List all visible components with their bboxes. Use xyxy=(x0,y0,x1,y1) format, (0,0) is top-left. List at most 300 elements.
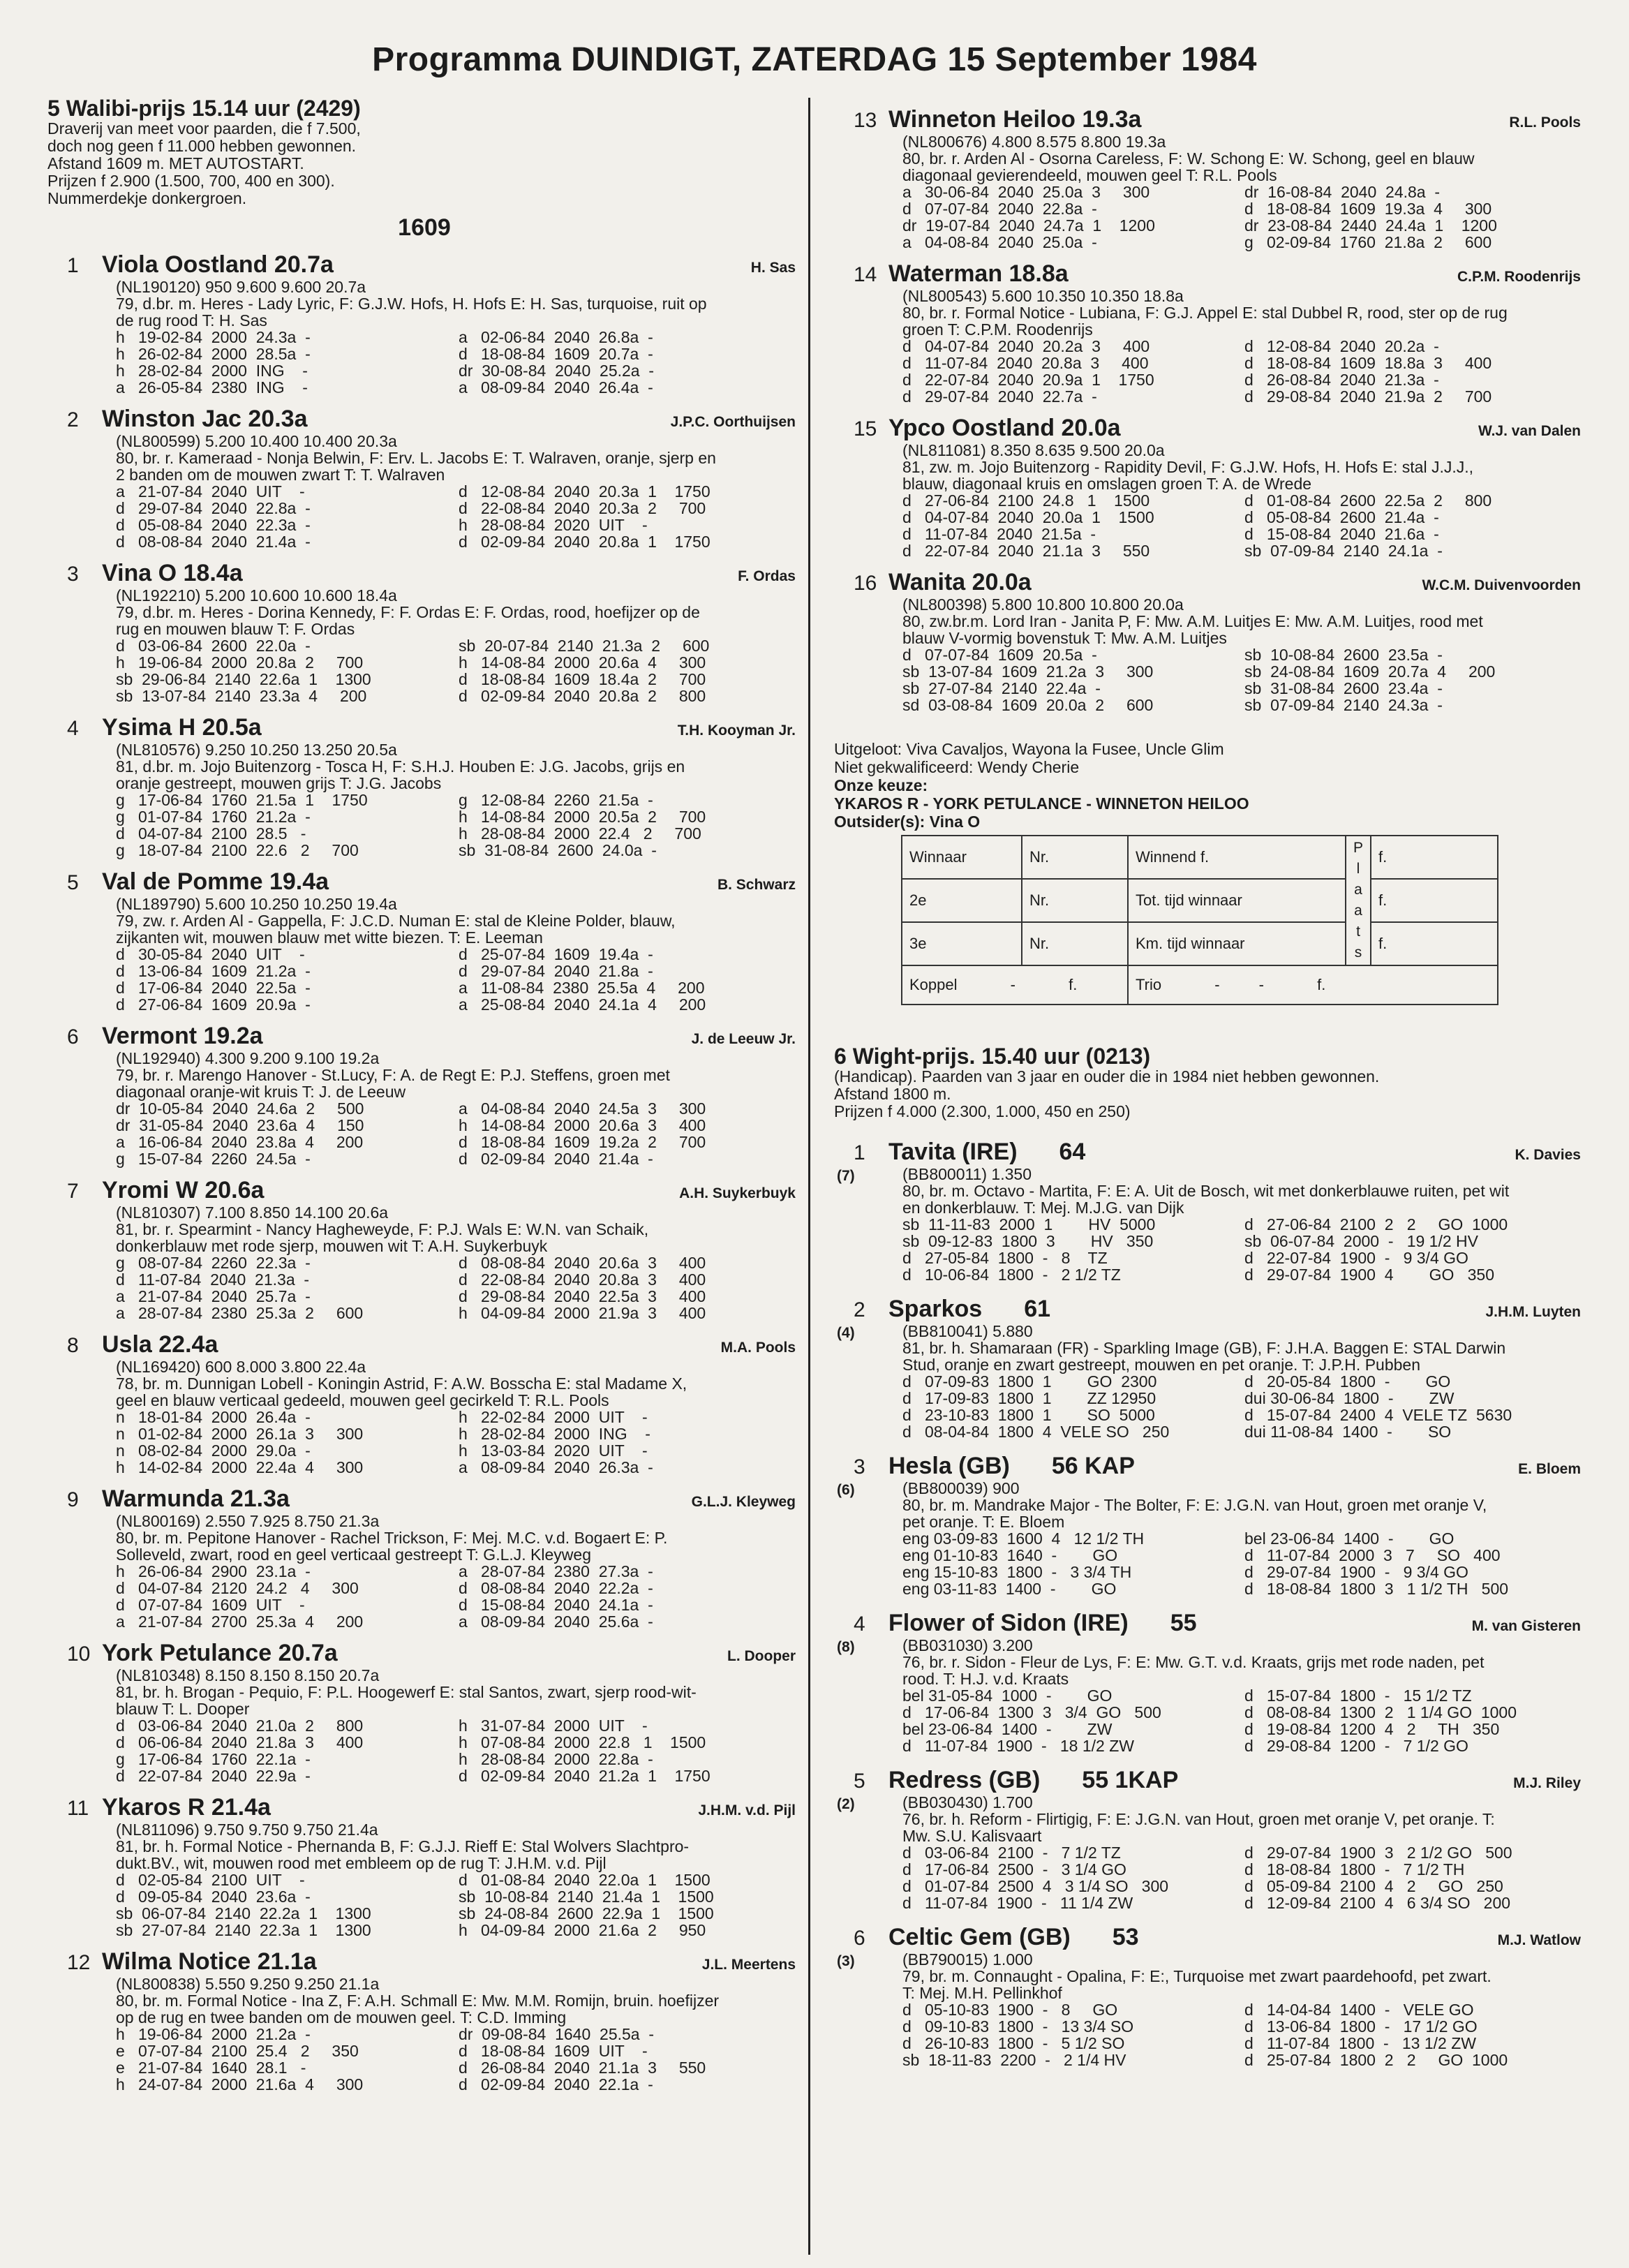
form-line: d 04-07-84 2100 28.5 - xyxy=(116,824,306,843)
horse-detail-line: Solleveld, zwart, rood en geel verticaal gestreept T: G.L.J. Kleyweg xyxy=(116,1546,591,1564)
horse-number: 1 xyxy=(854,1141,865,1164)
horse-trainer: L. Dooper xyxy=(727,1648,796,1664)
horse-draw: (6) xyxy=(837,1482,855,1498)
form-line: sb 31-08-84 2600 24.0a - xyxy=(459,841,657,859)
horse-detail-line: (NL169420) 600 8.000 3.800 22.4a xyxy=(116,1358,366,1376)
horse-name: Val de Pomme 19.4a xyxy=(102,868,329,895)
form-line: dr 30-08-84 2040 25.2a - xyxy=(459,362,655,380)
form-line: a 04-08-84 2040 24.5a 3 300 xyxy=(459,1099,706,1118)
horse-entry xyxy=(834,415,1586,559)
horse-name: Vermont 19.2a xyxy=(102,1023,263,1049)
onze-keuze-value: YKAROS R - YORK PETULANCE - WINNETON HEILOO xyxy=(834,794,1249,813)
form-line: d 10-06-84 1800 - 2 1/2 TZ xyxy=(902,1266,1121,1284)
horse-detail-line: 78, br. m. Dunnigan Lobell - Koningin Astrid, F: A.W. Bosscha E: stal Madame X, xyxy=(116,1374,687,1393)
horse-name: Vina O 18.4a xyxy=(102,560,243,586)
horse-details xyxy=(47,741,801,792)
horse-header xyxy=(834,1610,1586,1637)
horse-entry xyxy=(47,406,801,550)
form-line: d 11-07-84 1900 - 11 1/4 ZW xyxy=(902,1894,1133,1912)
horse-name: Celtic Gem (GB) xyxy=(888,1924,1071,1950)
horse-detail-line: (NL810576) 9.250 10.250 13.250 20.5a xyxy=(116,741,397,759)
trio-label: Trio xyxy=(1136,976,1162,993)
horse-detail-line: (NL800543) 5.600 10.350 10.350 18.8a xyxy=(902,287,1184,305)
form-line: sb 20-07-84 2140 21.3a 2 600 xyxy=(459,637,710,655)
form-line: g 18-07-84 2100 22.6 2 700 xyxy=(116,841,359,859)
horse-weight: 64 xyxy=(1059,1139,1086,1165)
form-line: h 14-02-84 2000 22.4a 4 300 xyxy=(116,1458,364,1476)
result-f: f. xyxy=(1371,836,1498,879)
horse-detail-line: 76, br. r. Sidon - Fleur de Lys, F: E: Mw. G.T. v.d. Kraats, grijs met rode naden, pet xyxy=(902,1653,1485,1671)
form-line: a 08-09-84 2040 25.6a - xyxy=(459,1613,653,1631)
form-line: d 22-08-84 2040 20.3a 2 700 xyxy=(459,499,706,517)
horse-detail-line: 80, br. m. Pepitone Hanover - Rachel Trickson, F: Mej. M.C. v.d. Bogaert E: P. xyxy=(116,1529,668,1547)
form-line: d 22-07-84 1900 - 9 3/4 GO xyxy=(1244,1249,1468,1267)
form-line: d 03-06-84 2600 22.0a - xyxy=(116,637,311,655)
horse-header xyxy=(47,406,801,433)
race5-condition-line: doch nog geen f 11.000 hebben gewonnen. xyxy=(47,137,357,155)
horse-detail-line: 79, zw. r. Arden Al - Gappella, F: J.C.D. Numan E: stal de Kleine Polder, blauw, xyxy=(116,912,676,930)
form-line: sd 03-08-84 1609 20.0a 2 600 xyxy=(902,696,1154,714)
form-line: dr 19-07-84 2040 24.7a 1 1200 xyxy=(902,216,1155,235)
horse-detail-line: (NL810348) 8.150 8.150 8.150 20.7a xyxy=(116,1666,380,1684)
form-line: h 07-08-84 2000 22.8 1 1500 xyxy=(459,1733,706,1751)
form-line: sb 07-09-84 2140 24.3a - xyxy=(1244,696,1443,714)
form-line: eng 01-10-83 1640 - GO xyxy=(902,1546,1118,1564)
form-line: d 15-08-84 2040 24.1a - xyxy=(459,1596,653,1614)
form-line: d 07-07-84 1609 20.5a - xyxy=(902,646,1097,664)
horse-details xyxy=(47,1667,801,1717)
form-line: d 18-08-84 1609 19.2a 2 700 xyxy=(459,1133,706,1151)
result-f: f. xyxy=(1371,879,1498,922)
horse-detail-line: 81, br. r. Spearmint - Nancy Hagheweyde, F: P.J. Wals E: W.N. van Schaik, xyxy=(116,1220,649,1238)
form-line: h 31-07-84 2000 UIT - xyxy=(459,1717,648,1735)
form-line: h 28-02-84 2000 ING - xyxy=(459,1425,650,1443)
horse-trainer: J.P.C. Oorthuijsen xyxy=(670,414,796,430)
form-line: h 04-09-84 2000 21.6a 2 950 xyxy=(459,1921,706,1939)
form-line: dui 30-06-84 1800 - ZW xyxy=(1244,1389,1455,1407)
form-line: dr 31-05-84 2040 23.6a 4 150 xyxy=(116,1116,364,1134)
horse-name: Flower of Sidon (IRE) xyxy=(888,1610,1129,1636)
horse-details xyxy=(834,442,1586,492)
horse-entry xyxy=(47,1794,801,1939)
koppel-label: Koppel xyxy=(909,976,958,993)
horse-form xyxy=(116,329,787,396)
form-line: a 21-07-84 2700 25.3a 4 200 xyxy=(116,1613,364,1631)
form-line: a 28-07-84 2380 25.3a 2 600 xyxy=(116,1304,364,1322)
horse-trainer: W.C.M. Duivenvoorden xyxy=(1422,577,1581,593)
form-line: n 18-01-84 2000 26.4a - xyxy=(116,1408,311,1426)
race5-condition-line: Prijzen f 2.900 (1.500, 700, 400 en 300). xyxy=(47,172,335,190)
horse-name: Sparkos xyxy=(888,1296,983,1322)
horse-header xyxy=(47,1177,801,1204)
horse-trainer: M.A. Pools xyxy=(720,1340,796,1356)
form-line: a 08-09-84 2040 26.4a - xyxy=(459,378,653,396)
right-column xyxy=(834,96,1586,2068)
horse-header xyxy=(47,868,801,896)
result-f: f. xyxy=(1371,922,1498,965)
horse-form xyxy=(902,1844,1572,1911)
form-line: sb 13-07-84 1609 21.2a 3 300 xyxy=(902,662,1154,681)
horse-details xyxy=(47,1204,801,1254)
horse-entry xyxy=(47,1177,801,1321)
horse-detail-line: (NL810307) 7.100 8.850 14.100 20.6a xyxy=(116,1203,389,1222)
result-winnaar: Winnaar xyxy=(902,836,1022,879)
horse-name: Warmunda 21.3a xyxy=(102,1485,290,1512)
race5-condition-line: Draverij van meet voor paarden, die f 7.500, xyxy=(47,119,361,138)
form-line: d 11-07-84 2040 21.3a - xyxy=(116,1270,310,1289)
result-plaats: P l a a t s xyxy=(1346,836,1371,965)
horse-detail-line: dukt.BV., wit, mouwen rood met embleem op de rug T: J.H.M. v.d. Pijl xyxy=(116,1854,607,1872)
horse-detail-line: (NL800838) 5.550 9.250 9.250 21.1a xyxy=(116,1975,380,1993)
horse-detail-line: (NL811081) 8.350 8.635 9.500 20.0a xyxy=(902,441,1165,459)
horse-detail-line: diagonaal gevierendeeld, mouwen geel T: R.L. Pools xyxy=(902,166,1277,184)
horse-entry xyxy=(834,1296,1586,1440)
horse-form xyxy=(902,2001,1572,2068)
horse-entry xyxy=(47,714,801,859)
uitgeloot-line: Uitgeloot: Viva Cavaljos, Wayona la Fusee, Uncle Glim xyxy=(834,740,1224,758)
form-line: sb 18-11-83 2200 - 2 1/4 HV xyxy=(902,2051,1126,2069)
horse-number: 5 xyxy=(67,871,79,894)
form-line: d 26-08-84 2040 21.1a 3 550 xyxy=(459,2059,706,2077)
horse-header xyxy=(834,1139,1586,1166)
horse-details xyxy=(47,1050,801,1100)
horse-detail-line: 79, br. r. Marengo Hanover - St.Lucy, F: A. de Regt E: P.J. Steffens, groen met xyxy=(116,1066,670,1084)
koppel-f: f. xyxy=(1069,976,1078,993)
horse-form xyxy=(116,1100,787,1167)
horse-form xyxy=(116,1717,787,1784)
horse-detail-line: (NL800169) 2.550 7.925 8.750 21.3a xyxy=(116,1512,380,1530)
outsiders-line: Outsider(s): Vina O xyxy=(834,813,981,831)
horse-weight: 61 xyxy=(1024,1296,1051,1322)
form-line: d 29-07-84 2040 22.8a - xyxy=(116,499,311,517)
form-line: d 19-08-84 1200 4 2 TH 350 xyxy=(1244,1720,1500,1738)
form-line: d 02-09-84 2040 22.1a - xyxy=(459,2075,653,2093)
horse-number: 4 xyxy=(854,1613,865,1636)
race6-header: 6 Wight-prijs. 15.40 uur (0213) xyxy=(834,1044,1151,1069)
horse-number: 14 xyxy=(854,263,877,286)
horse-detail-line: (NL800599) 5.200 10.400 10.400 20.3a xyxy=(116,432,397,450)
form-line: g 02-09-84 1760 21.8a 2 600 xyxy=(1244,233,1492,251)
form-line: d 11-07-84 2040 21.5a - xyxy=(902,525,1096,543)
horse-detail-line: 79, d.br. m. Heres - Dorina Kennedy, F: F. Ordas E: F. Ordas, rood, hoefijzer op de xyxy=(116,603,700,621)
horse-form xyxy=(116,483,787,550)
horse-detail-line: 76, br. h. Reform - Flirtigig, F: E: J.G.N. van Hout, groen met oranje V, pet oranje. T: xyxy=(902,1810,1495,1828)
form-line: d 02-09-84 2040 21.4a - xyxy=(459,1150,653,1168)
form-line: h 22-02-84 2000 UIT - xyxy=(459,1408,648,1426)
horse-form xyxy=(902,1687,1572,1754)
form-line: d 07-07-84 1609 UIT - xyxy=(116,1596,305,1614)
horse-number: 6 xyxy=(67,1025,79,1048)
form-line: d 12-09-84 2100 4 6 3/4 SO 200 xyxy=(1244,1894,1511,1912)
form-line: a 21-07-84 2040 25.7a - xyxy=(116,1287,311,1305)
form-line: d 26-08-84 2040 21.3a - xyxy=(1244,371,1439,389)
horse-form xyxy=(902,492,1572,559)
form-line: a 16-06-84 2040 23.8a 4 200 xyxy=(116,1133,364,1151)
horse-name: Usla 22.4a xyxy=(102,1331,218,1358)
form-line: sb 06-07-84 2140 22.2a 1 1300 xyxy=(116,1904,371,1922)
form-line: d 18-08-84 1609 18.4a 2 700 xyxy=(459,670,706,688)
race5-horse-list-continued xyxy=(834,106,1586,713)
horse-name: Wilma Notice 21.1a xyxy=(102,1948,317,1975)
form-line: sb 06-07-84 2000 - 19 1/2 HV xyxy=(1244,1232,1478,1250)
form-line: h 19-06-84 2000 20.8a 2 700 xyxy=(116,653,364,672)
horse-entry xyxy=(834,1139,1586,1283)
form-line: d 17-06-84 2500 - 3 1/4 GO xyxy=(902,1860,1126,1878)
race6-condition-line: Afstand 1800 m. xyxy=(834,1085,951,1103)
form-line: g 17-06-84 1760 22.1a - xyxy=(116,1750,311,1768)
horse-header xyxy=(834,106,1586,133)
page-title: Programma DUINDIGT, ZATERDAG 15 September 1984 xyxy=(372,41,1257,78)
niet-gekwalificeerd-line: Niet gekwalificeerd: Wendy Cherie xyxy=(834,758,1080,776)
form-line: d 27-06-84 2100 24.8 1 1500 xyxy=(902,491,1150,510)
horse-detail-line: (NL800398) 5.800 10.800 10.800 20.0a xyxy=(902,595,1184,614)
form-line: d 15-07-84 2400 4 VELE TZ 5630 xyxy=(1244,1406,1512,1424)
horse-details xyxy=(47,279,801,329)
form-line: sb 11-11-83 2000 1 HV 5000 xyxy=(902,1215,1156,1233)
horse-form xyxy=(116,1254,787,1321)
form-line: e 21-07-84 1640 28.1 - xyxy=(116,2059,306,2077)
form-line: a 21-07-84 2040 UIT - xyxy=(116,482,305,501)
horse-number: 2 xyxy=(854,1298,865,1321)
form-line: n 01-02-84 2000 26.1a 3 300 xyxy=(116,1425,364,1443)
horse-number: 7 xyxy=(67,1180,79,1203)
form-line: d 29-08-84 2040 22.5a 3 400 xyxy=(459,1287,706,1305)
form-line: sb 07-09-84 2140 24.1a - xyxy=(1244,542,1443,560)
horse-draw: (2) xyxy=(837,1796,855,1812)
horse-name: Yromi W 20.6a xyxy=(102,1177,265,1203)
horse-detail-line: de rug rood T: H. Sas xyxy=(116,311,267,329)
form-line: d 02-09-84 2040 21.2a 1 1750 xyxy=(459,1767,711,1785)
form-line: d 22-07-84 2040 22.9a - xyxy=(116,1767,311,1785)
horse-trainer: G.L.J. Kleyweg xyxy=(691,1494,796,1510)
horse-trainer: R.L. Pools xyxy=(1509,114,1581,131)
horse-entry xyxy=(834,569,1586,713)
form-line: sb 09-12-83 1800 3 HV 350 xyxy=(902,1232,1154,1250)
form-line: d 17-09-83 1800 1 ZZ 12950 xyxy=(902,1389,1156,1407)
trio-f: f. xyxy=(1317,976,1326,993)
horse-details xyxy=(834,1637,1586,1687)
horse-trainer: F. Ordas xyxy=(738,568,796,584)
horse-number: 8 xyxy=(67,1334,79,1357)
horse-trainer: J.H.M. Luyten xyxy=(1485,1304,1581,1320)
horse-detail-line: blauw, diagonaal kruis en omslagen groen T: A. de Wrede xyxy=(902,475,1312,493)
horse-weight: 56 KAP xyxy=(1051,1453,1135,1479)
trio-dash: - xyxy=(1258,976,1264,993)
form-line: d 13-06-84 1800 - 17 1/2 GO xyxy=(1244,2017,1478,2036)
form-line: d 29-07-84 1900 3 2 1/2 GO 500 xyxy=(1244,1844,1512,1862)
form-line: sb 31-08-84 2600 23.4a - xyxy=(1244,679,1443,697)
form-line: d 17-06-84 1300 3 3/4 GO 500 xyxy=(902,1703,1161,1721)
horse-name: Redress (GB) xyxy=(888,1767,1041,1793)
horse-form xyxy=(902,646,1572,713)
horse-number: 6 xyxy=(854,1927,865,1950)
horse-header xyxy=(47,1331,801,1358)
form-line: g 17-06-84 1760 21.5a 1 1750 xyxy=(116,791,368,809)
horse-details xyxy=(834,1323,1586,1373)
result-km-tijd: Km. tijd winnaar xyxy=(1128,922,1346,965)
horse-name: Winneton Heiloo 19.3a xyxy=(888,106,1142,133)
form-line: g 08-07-84 2260 22.3a - xyxy=(116,1254,311,1272)
form-line: d 29-07-84 1900 - 9 3/4 GO xyxy=(1244,1563,1468,1581)
horse-entry xyxy=(834,1924,1586,2068)
horse-details xyxy=(47,1358,801,1409)
form-line: dr 16-08-84 2040 24.8a - xyxy=(1244,183,1441,201)
horse-detail-line: 80, br. r. Formal Notice - Lubiana, F: G.J. Appel E: stal Dubbel R, rood, ster op de rug xyxy=(902,304,1508,322)
form-line: d 30-05-84 2040 UIT - xyxy=(116,945,305,963)
horse-detail-line: (NL800676) 4.800 8.575 8.800 19.3a xyxy=(902,133,1166,151)
form-line: d 08-08-84 2040 20.6a 3 400 xyxy=(459,1254,706,1272)
horse-detail-line: 2 banden om de mouwen zwart T: T. Walraven xyxy=(116,466,445,484)
horse-detail-line: (BB790015) 1.000 xyxy=(902,1950,1033,1969)
horse-details xyxy=(47,1821,801,1872)
horse-trainer: M. van Gisteren xyxy=(1471,1618,1581,1634)
horse-entry xyxy=(834,1767,1586,1911)
horse-number: 3 xyxy=(854,1455,865,1478)
horse-trainer: T.H. Kooyman Jr. xyxy=(677,722,796,739)
horse-details xyxy=(47,896,801,946)
form-line: sb 10-08-84 2140 21.4a 1 1500 xyxy=(459,1888,714,1906)
horse-trainer: M.J. Watlow xyxy=(1497,1932,1581,1948)
result-table xyxy=(901,835,1498,1005)
horse-trainer: K. Davies xyxy=(1515,1147,1581,1163)
form-line: g 12-08-84 2260 21.5a - xyxy=(459,791,653,809)
horse-details xyxy=(47,433,801,483)
form-line: h 24-07-84 2000 21.6a 4 300 xyxy=(116,2075,364,2093)
horse-entry xyxy=(47,868,801,1013)
form-line: d 08-08-84 1300 2 1 1/4 GO 1000 xyxy=(1244,1703,1517,1721)
horse-detail-line: Mw. S.U. Kalisvaart xyxy=(902,1827,1042,1845)
form-line: d 27-05-84 1800 - 8 TZ xyxy=(902,1249,1108,1267)
form-line: sb 24-08-84 1609 20.7a 4 200 xyxy=(1244,662,1496,681)
horse-form xyxy=(116,1409,787,1476)
form-line: d 02-05-84 2100 UIT - xyxy=(116,1871,305,1889)
form-line: d 05-10-83 1900 - 8 GO xyxy=(902,2001,1118,2019)
horse-entry xyxy=(47,560,801,704)
horse-detail-line: 81, br. h. Formal Notice - Phernanda B, F: G.J.J. Rieff E: Stal Wolvers Slachtpro- xyxy=(116,1837,690,1855)
form-line: d 27-06-84 1609 20.9a - xyxy=(116,995,311,1014)
horse-header xyxy=(47,251,801,279)
horse-detail-line: (NL192940) 4.300 9.200 9.100 19.2a xyxy=(116,1049,380,1067)
horse-detail-line: donkerblauw met rode sjerp, mouwen wit T: A.H. Suykerbuyk xyxy=(116,1237,548,1255)
horse-form xyxy=(902,1530,1572,1597)
form-line: sb 29-06-84 2140 22.6a 1 1300 xyxy=(116,670,371,688)
form-line: sb 10-08-84 2600 23.5a - xyxy=(1244,646,1443,664)
horse-detail-line: 79, br. m. Connaught - Opalina, F: E:, Turquoise met zwart paardehoofd, pet zwart. xyxy=(902,1967,1492,1985)
horse-detail-line: 81, zw. m. Jojo Buitenzorg - Rapidity Devil, F: G.J.W. Hofs, H. Hofs E: stal J.J.J., xyxy=(902,458,1474,476)
form-line: d 13-06-84 1609 21.2a - xyxy=(116,962,311,980)
horse-trainer: J. de Leeuw Jr. xyxy=(691,1031,796,1047)
result-tot-tijd: Tot. tijd winnaar xyxy=(1128,879,1346,922)
horse-entry xyxy=(47,1023,801,1167)
horse-name: Ykaros R 21.4a xyxy=(102,1794,271,1821)
form-line: bel 23-06-84 1400 - GO xyxy=(1244,1529,1455,1548)
race5-horse-list xyxy=(47,251,801,2093)
form-line: eng 03-11-83 1400 - GO xyxy=(902,1580,1117,1598)
form-line: h 14-08-84 2000 20.6a 3 400 xyxy=(459,1116,706,1134)
form-line: d 05-08-84 2040 22.3a - xyxy=(116,516,311,534)
horse-number: 15 xyxy=(854,417,877,440)
form-line: d 27-06-84 2100 2 2 GO 1000 xyxy=(1244,1215,1508,1233)
horse-weight: 55 xyxy=(1170,1610,1197,1636)
result-nr: Nr. xyxy=(1022,879,1128,922)
form-line: h 28-08-84 2000 22.4 2 700 xyxy=(459,824,701,843)
form-line: a 08-09-84 2040 26.3a - xyxy=(459,1458,653,1476)
form-line: d 18-08-84 1800 - 7 1/2 TH xyxy=(1244,1860,1465,1878)
horse-name: Wanita 20.0a xyxy=(888,569,1032,595)
horse-detail-line: 80, zw.br.m. Lord Iran - Janita P, F: Mw. A.M. Luitjes E: Mw. A.M. Luitjes, rood met xyxy=(902,612,1483,630)
horse-number: 5 xyxy=(854,1770,865,1793)
form-line: h 14-08-84 2000 20.6a 4 300 xyxy=(459,653,706,672)
horse-detail-line: 79, d.br. m. Heres - Lady Lyric, F: G.J.W. Hofs, H. Hofs E: H. Sas, turquoise, ruit op xyxy=(116,295,707,313)
form-line: h 28-02-84 2000 ING - xyxy=(116,362,308,380)
horse-header xyxy=(47,1023,801,1050)
form-line: d 23-10-83 1800 1 SO 5000 xyxy=(902,1406,1155,1424)
race6-section xyxy=(834,1044,1586,2068)
horse-header xyxy=(834,260,1586,288)
race5-distance: 1609 xyxy=(398,214,451,241)
form-line: d 11-07-84 1800 - 13 1/2 ZW xyxy=(1244,2034,1476,2052)
trio-dash: - xyxy=(1214,976,1220,993)
form-line: d 04-07-84 2120 24.2 4 300 xyxy=(116,1579,359,1597)
horse-number: 16 xyxy=(854,572,877,595)
column-divider xyxy=(808,98,810,2255)
horse-header xyxy=(834,1767,1586,1794)
horse-header xyxy=(834,415,1586,442)
horse-draw: (4) xyxy=(837,1325,855,1341)
race5-condition-line: Afstand 1609 m. MET AUTOSTART. xyxy=(47,154,304,172)
horse-details xyxy=(834,1166,1586,1216)
horse-form xyxy=(116,946,787,1013)
horse-detail-line: blauw V-vormig bovenstuk T: Mw. A.M. Luitjes xyxy=(902,629,1227,647)
horse-number: 11 xyxy=(67,1797,89,1820)
horse-detail-line: pet oranje. T: E. Bloem xyxy=(902,1513,1065,1531)
form-line: d 11-07-84 1900 - 18 1/2 ZW xyxy=(902,1737,1134,1755)
horse-entry xyxy=(834,260,1586,405)
form-line: d 22-08-84 2040 20.8a 3 400 xyxy=(459,1270,706,1289)
horse-number: 3 xyxy=(67,563,79,586)
horse-detail-line: (BB810041) 5.880 xyxy=(902,1322,1033,1340)
left-column xyxy=(47,96,801,2093)
horse-number: 4 xyxy=(67,717,79,740)
form-line: h 13-03-84 2020 UIT - xyxy=(459,1441,648,1460)
horse-detail-line: blauw T: L. Dooper xyxy=(116,1700,250,1718)
horse-detail-line: (BB030430) 1.700 xyxy=(902,1793,1033,1811)
horse-details xyxy=(834,288,1586,338)
horse-name: York Petulance 20.7a xyxy=(102,1640,338,1666)
form-line: d 18-08-84 1609 UIT - xyxy=(459,2042,648,2060)
form-line: d 18-08-84 1609 19.3a 4 300 xyxy=(1244,200,1492,218)
horse-header xyxy=(47,1640,801,1667)
horse-number: 2 xyxy=(67,408,79,431)
horse-name: Ysima H 20.5a xyxy=(102,714,262,741)
horse-trainer: M.J. Riley xyxy=(1513,1775,1581,1791)
form-line: a 25-08-84 2040 24.1a 4 200 xyxy=(459,995,706,1014)
result-nr: Nr. xyxy=(1022,836,1128,879)
form-line: d 01-07-84 2500 4 3 1/4 SO 300 xyxy=(902,1877,1169,1895)
result-tweede: 2e xyxy=(902,879,1022,922)
horse-name: Winston Jac 20.3a xyxy=(102,406,308,432)
race6-conditions xyxy=(834,1068,1586,1120)
horse-header xyxy=(47,1948,801,1976)
horse-detail-line: rood. T: H.J. v.d. Kraats xyxy=(902,1670,1069,1688)
horse-detail-line: Stud, oranje en zwart gestreept, mouwen en pet oranje. T: J.P.H. Pubben xyxy=(902,1356,1420,1374)
form-line: d 12-08-84 2040 20.3a 1 1750 xyxy=(459,482,711,501)
form-line: d 06-06-84 2040 21.8a 3 400 xyxy=(116,1733,364,1751)
form-line: dui 11-08-84 1400 - SO xyxy=(1244,1423,1452,1441)
race5-header: 5 Walibi-prijs 15.14 uur (2429) xyxy=(47,96,361,121)
horse-detail-line: T: Mej. M.H. Pellinkhof xyxy=(902,1984,1062,2002)
form-line: e 07-07-84 2100 25.4 2 350 xyxy=(116,2042,359,2060)
